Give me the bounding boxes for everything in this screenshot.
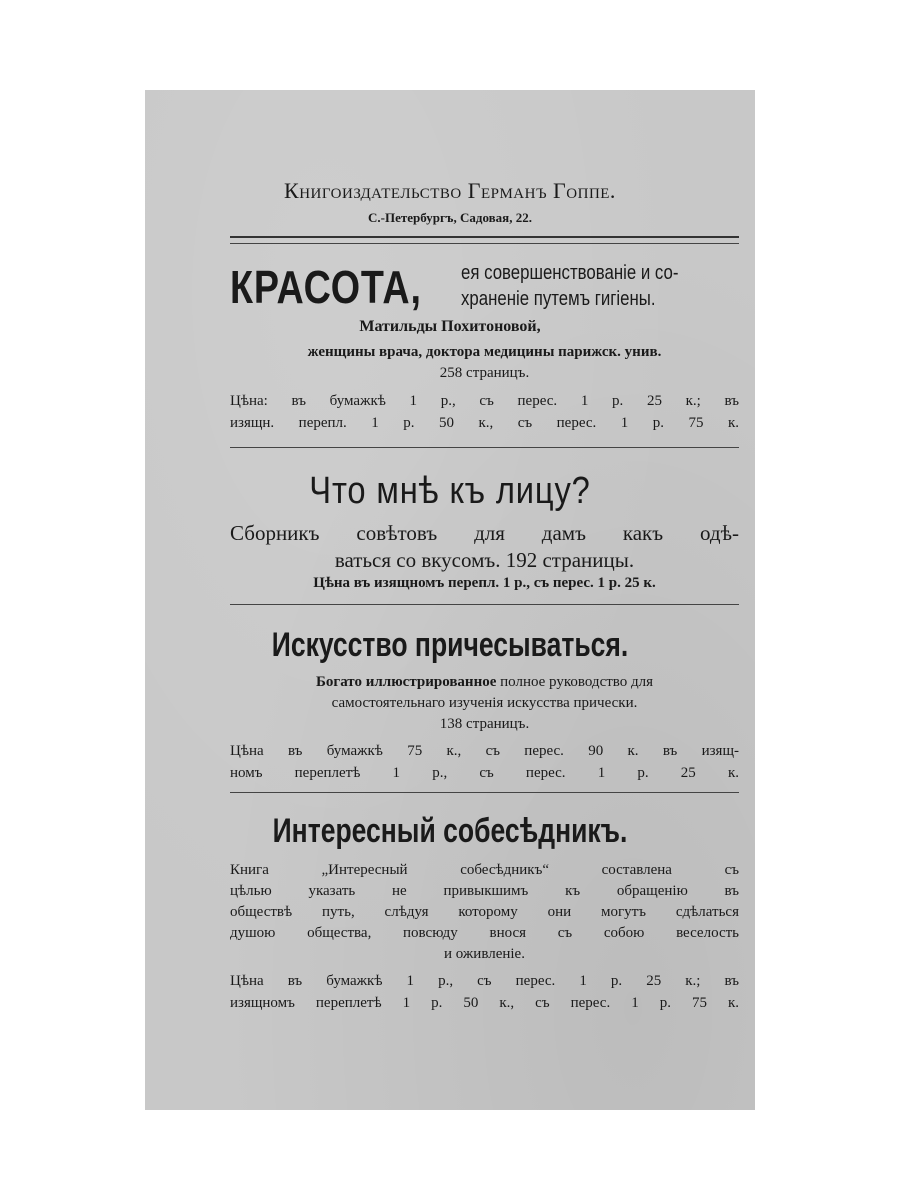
description-emphasis: Богато иллюстрированное [315,674,497,690]
subtitle-line: храненіе путемъ гигіены. [461,288,656,310]
price-line: Цѣна въ бумажкѣ 75 к., съ перес. 90 к. въ изящ- [230,743,739,759]
price-line: Цѣна: въ бумажкѣ 1 р., съ перес. 1 р. 25 к.; въ [230,393,739,409]
price-line: изящномъ переплетѣ 1 р. 50 к., съ перес. 1 р. 75 к. [230,995,739,1011]
book-subtitle-krasota [461,260,705,312]
description-line: Сборникъ совѣтовъ для дамъ какъ одѣ- [230,521,739,545]
description-line: обществѣ путь, слѣдуя которому они могутъ сдѣлаться [230,904,739,920]
section-divider [230,604,739,605]
page-count: 138 страницъ. [439,716,530,732]
description-line: Книга „Интересный собесѣдникъ“ составлена съ [230,862,739,878]
publisher-name: Книгоиздательство Германъ Гоппе. [284,178,616,203]
book-description [230,672,739,735]
description-line [230,672,739,693]
description-line: женщины врача, доктора медицины парижск. унив. [307,344,662,360]
price-line: изящн. перепл. 1 р. 50 к., съ перес. 1 р. 75 к. [230,415,739,431]
book-description [230,342,739,384]
book-description [230,860,739,965]
description-line: ваться со вкусомъ. 192 страницы. [334,548,635,572]
page-count: 258 страницъ. [439,365,530,381]
description-line: душою общества, повсюду внося съ собою веселость [230,925,739,941]
description-line: и оживленіе. [444,946,525,962]
book-title-sobesednik: Интересный собесѣдникъ. [272,812,628,850]
book-title-chto: Что мнѣ къ лицу? [309,470,591,512]
book-price [230,740,739,784]
description-text: полное руководство для [496,674,654,690]
book-title-iskusstvo: Искусство причесываться. [271,626,629,664]
publisher-address: С.-Петербургъ, Садовая, 22. [368,210,532,225]
description-line: самостоятельнаго изученія искусства прически. [331,695,638,711]
header-divider [230,236,739,244]
price-line: Цѣна въ бумажкѣ 1 р., съ перес. 1 р. 25 к.; въ [230,973,739,989]
book-price [230,390,739,434]
book-author: Матильды Похитоновой, [359,318,541,335]
description-line: цѣлью указать не привыкшимъ къ обращенію въ [230,883,739,899]
section-divider [230,447,739,448]
book-price: Цѣна въ изящномъ перепл. 1 р., съ перес. 1 р. 25 к. [313,575,656,591]
price-line: номъ переплетѣ 1 р., съ перес. 1 р. 25 к. [230,765,739,781]
book-price [230,970,739,1014]
book-title-krasota: КРАСОТА, [230,261,422,313]
subtitle-line: ея совершенствованіе и со- [461,262,679,284]
section-divider [230,792,739,793]
advertisement-page [145,90,755,1110]
book-description [230,520,739,574]
